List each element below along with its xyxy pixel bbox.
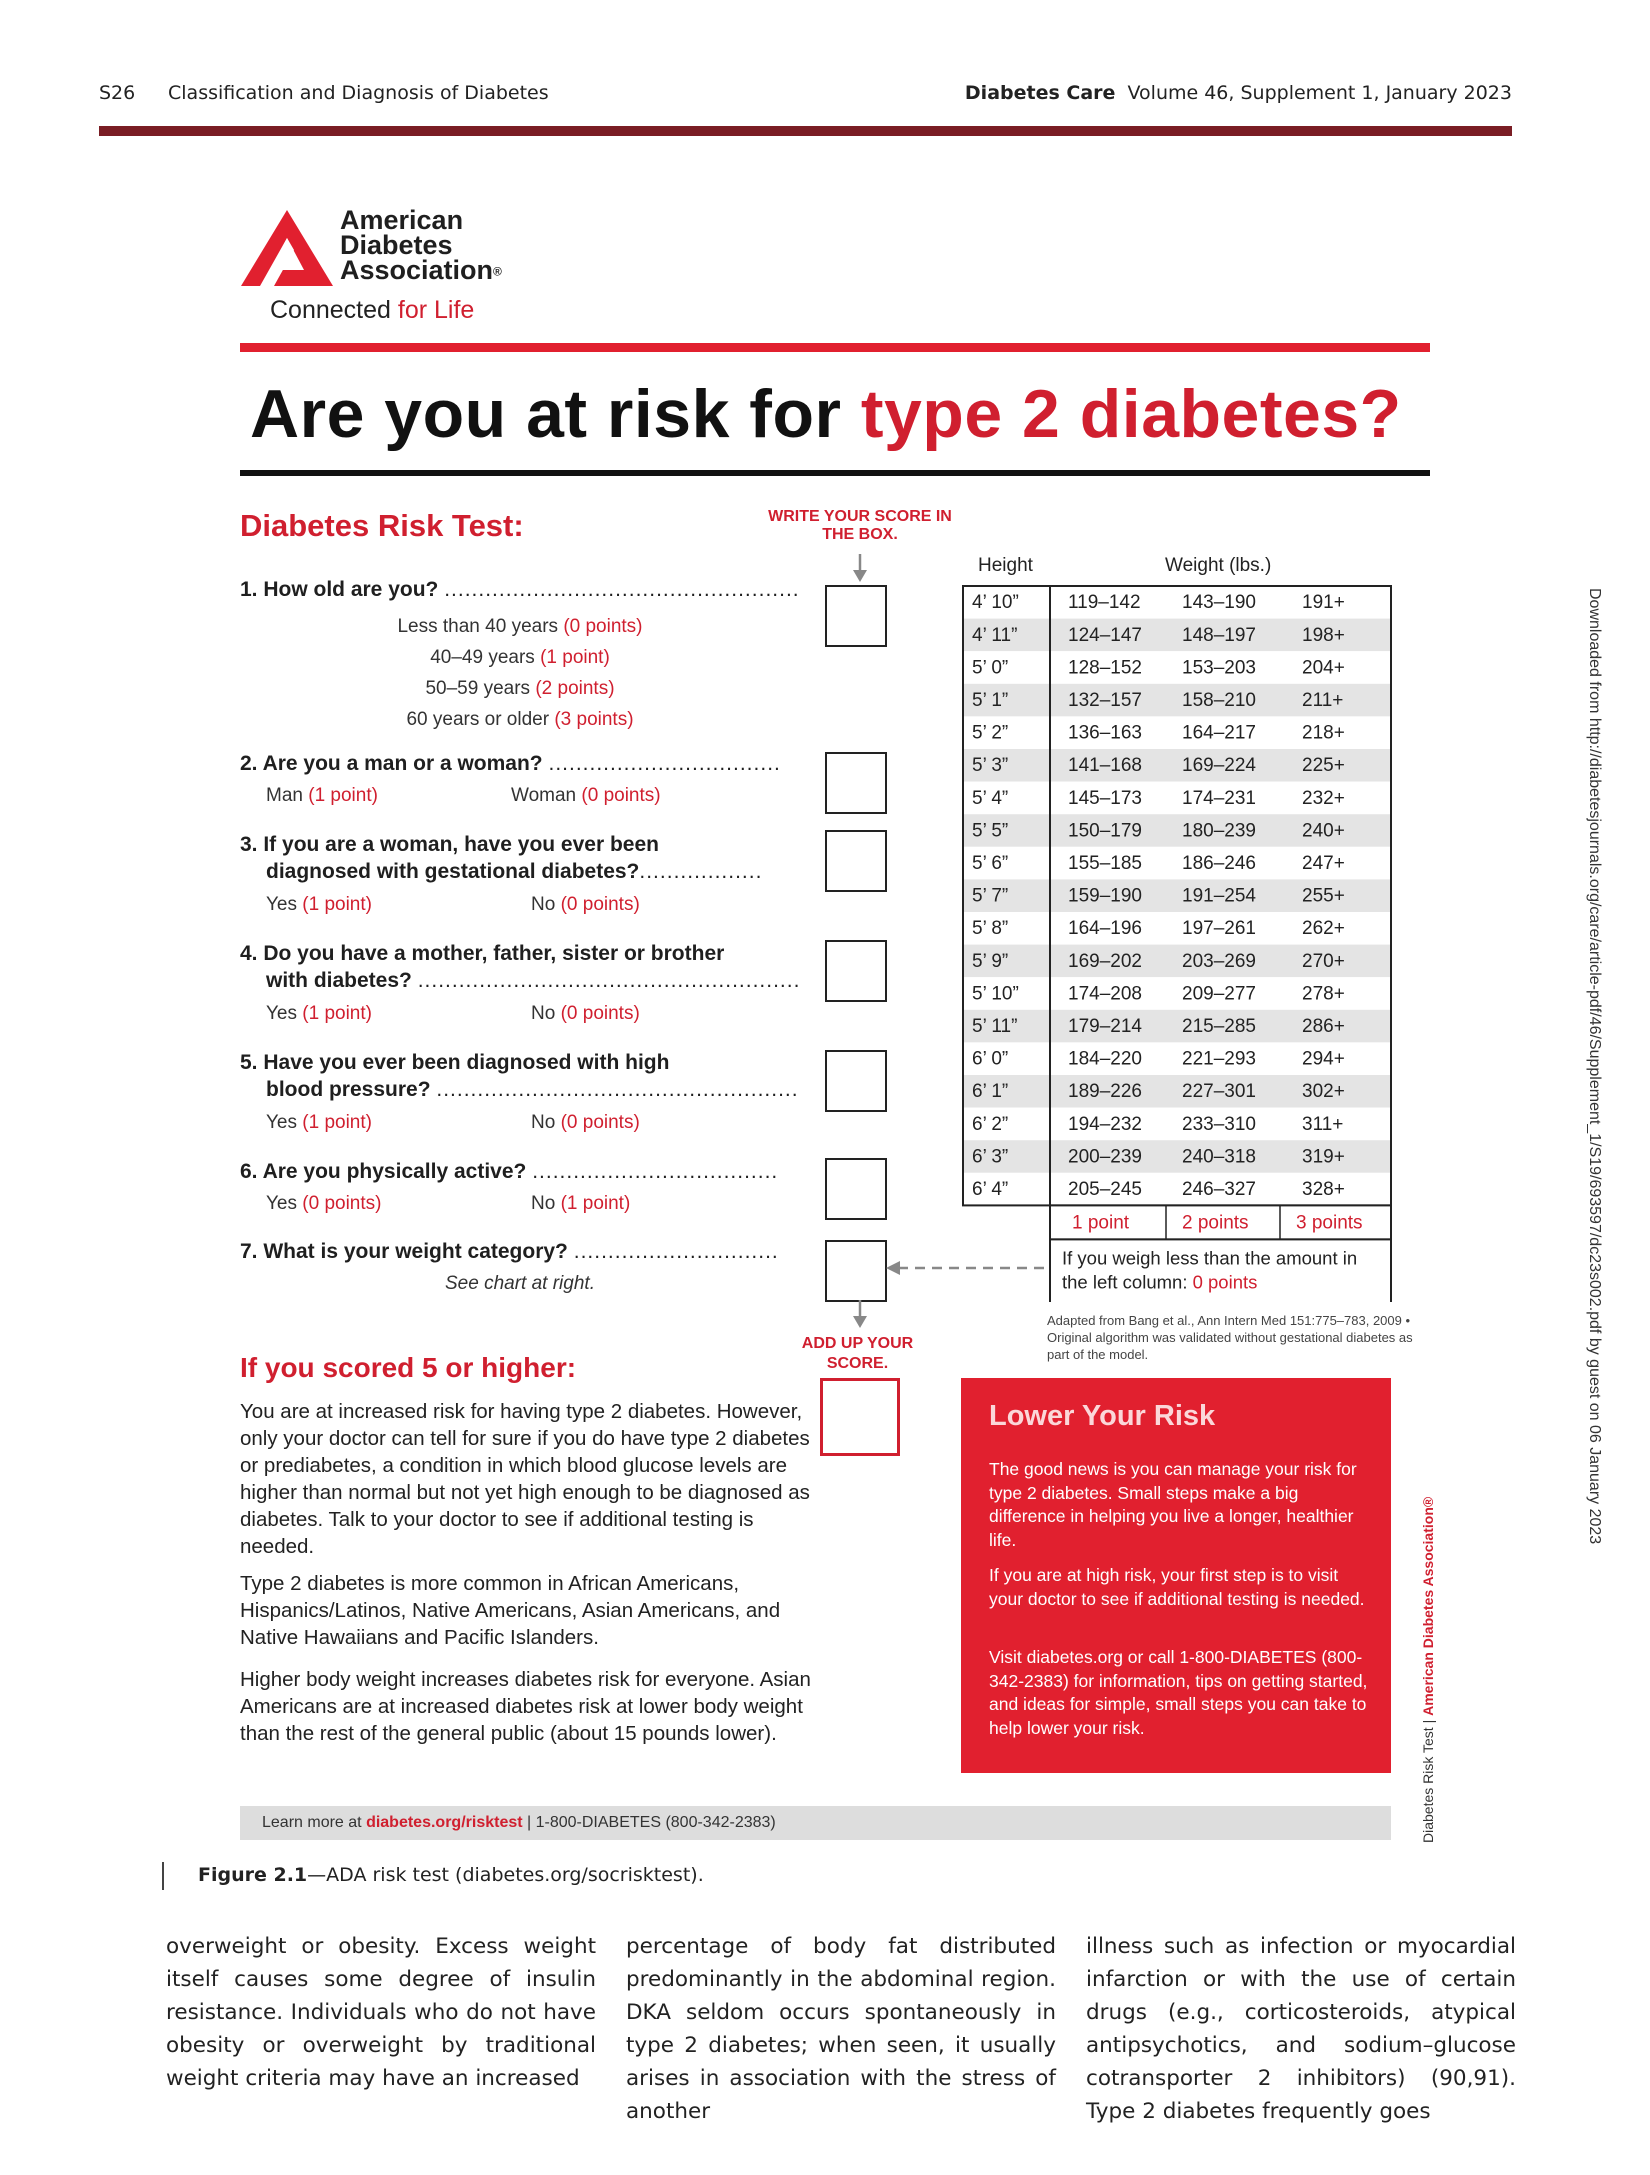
down-arrow-icon	[850, 1300, 870, 1330]
chart-weight-cell: 179–214	[1068, 1015, 1142, 1037]
chart-height-cell: 5’ 5”	[972, 820, 1009, 842]
chart-weight-cell: 221–293	[1182, 1048, 1256, 1070]
chart-weight-cell: 174–208	[1068, 983, 1142, 1005]
chart-height-cell: 6’ 2”	[972, 1113, 1009, 1135]
gender-option-woman: Woman (0 points)	[511, 785, 661, 806]
chart-weight-cell: 141–168	[1068, 755, 1142, 777]
score-box-gestational[interactable]	[825, 830, 887, 892]
chart-height-cell: 5’ 7”	[972, 885, 1009, 907]
down-arrow-icon	[850, 554, 870, 584]
side-credit: Diabetes Risk Test | American Diabetes Association®	[1420, 1496, 1436, 1843]
question-age: 1. How old are you? ....................................................	[240, 578, 800, 601]
score-5-title: If you scored 5 or higher:	[240, 1352, 577, 1383]
add-up-score-label: ADD UP YOUR SCORE.	[801, 1335, 914, 1372]
chart-weight-cell: 180–239	[1182, 820, 1256, 842]
score-box-weight[interactable]	[825, 1240, 887, 1302]
chart-weight-cell: 240+	[1302, 820, 1345, 842]
chart-height-cell: 5’ 9”	[972, 950, 1009, 972]
activity-option-yes: Yes (0 points)	[266, 1193, 382, 1214]
chart-weight-cell: 189–226	[1068, 1081, 1142, 1103]
learn-more-bar: Learn more at diabetes.org/risktest | 1-800-DIABETES (800-342-2383)	[240, 1806, 1391, 1840]
chart-weight-cell: 328+	[1302, 1178, 1345, 1200]
ada-logo-wordmark: American Diabetes Association®	[340, 205, 502, 285]
score-box-blood-pressure[interactable]	[825, 1050, 887, 1112]
chart-weight-cell: 294+	[1302, 1048, 1345, 1070]
page-headline: Are you at risk for type 2 diabetes?	[250, 376, 1402, 452]
chart-weight-cell: 218+	[1302, 722, 1345, 744]
chart-height-cell: 5’ 0”	[972, 657, 1009, 679]
journal-info	[965, 82, 1512, 104]
gestational-option-yes: Yes (1 point)	[266, 894, 372, 915]
chart-weight-cell: 198+	[1302, 624, 1345, 646]
chart-weight-cell: 247+	[1302, 852, 1345, 874]
chart-weight-cell: 205–245	[1068, 1178, 1142, 1200]
chart-weight-cell: 246–327	[1182, 1178, 1256, 1200]
chart-weight-cell: 186–246	[1182, 852, 1256, 874]
chart-weight-cell: 124–147	[1068, 624, 1142, 646]
risktest-link[interactable]: diabetes.org/risktest	[366, 1814, 523, 1831]
chart-weight-cell: 278+	[1302, 983, 1345, 1005]
chart-weight-cell: 155–185	[1068, 852, 1142, 874]
total-score-box[interactable]	[820, 1378, 900, 1456]
chart-height-cell: 5’ 4”	[972, 787, 1009, 809]
age-options: Less than 40 years (0 points) 40–49 years (1 point) 50–59 years (2 points) 60 years or older (3 points)	[397, 616, 643, 730]
chart-height-cell: 5’ 2”	[972, 722, 1009, 744]
chart-weight-cell: 232+	[1302, 787, 1345, 809]
chart-weight-cell: 209–277	[1182, 983, 1256, 1005]
risk-test-title: Diabetes Risk Test:	[240, 508, 524, 543]
chart-weight-cell: 143–190	[1182, 592, 1256, 614]
chart-weight-cell: 145–173	[1068, 787, 1142, 809]
chart-weight-cell: 240–318	[1182, 1146, 1256, 1168]
chart-weight-cell: 227–301	[1182, 1081, 1256, 1103]
activity-option-no: No (1 point)	[531, 1193, 631, 1214]
score-box-physical-activity[interactable]	[825, 1158, 887, 1220]
chart-weight-cell: 211+	[1302, 689, 1344, 711]
caption-bar	[162, 1862, 164, 1890]
less-than-note-line-2: the left column: 0 points	[1062, 1271, 1258, 1293]
gender-option-man: Man (1 point)	[266, 785, 378, 806]
chart-weight-cell: 270+	[1302, 950, 1345, 972]
gestational-option-no: No (0 points)	[531, 894, 640, 915]
body-column-1: overweight or obesity. Excess weight itself causes some degree of insulin resistance. Individuals who do not have obesity or overweight by traditional weight criteria may have an increased	[166, 1934, 596, 2091]
points-label: 2 points	[1182, 1212, 1249, 1234]
chart-weight-cell: 319+	[1302, 1146, 1345, 1168]
chart-weight-cell: 169–202	[1068, 950, 1142, 972]
chart-weight-cell: 215–285	[1182, 1015, 1256, 1037]
chart-weight-cell: 119–142	[1068, 592, 1141, 614]
chart-height-cell: 6’ 0”	[972, 1048, 1009, 1070]
score-box-family-history[interactable]	[825, 940, 887, 1002]
chart-weight-cell: 191–254	[1182, 885, 1256, 907]
header-rule	[99, 126, 1512, 136]
page-number: S26	[99, 82, 136, 104]
ada-logo-triangle-icon	[240, 208, 335, 288]
ada-tagline: Connected for Life	[270, 296, 475, 324]
chart-weight-cell: 200–239	[1068, 1146, 1142, 1168]
chart-height-cell: 5’ 1”	[972, 689, 1009, 711]
score-box-age[interactable]	[825, 585, 887, 647]
chart-weight-cell: 159–190	[1068, 885, 1142, 907]
write-score-instruction: WRITE YOUR SCORE IN THE BOX.	[768, 508, 952, 543]
headline-rule	[240, 470, 1430, 476]
lower-risk-title: Lower Your Risk	[989, 1400, 1216, 1432]
bp-option-no: No (0 points)	[531, 1112, 640, 1133]
score-paragraph-3: Higher body weight increases diabetes risk for everyone. Asian Americans are at increased diabetes risk at lower body weight than the rest of the general public (about 15 pounds lower).	[240, 1668, 811, 1745]
chart-weight-cell: 136–163	[1068, 722, 1142, 744]
chart-weight-cell: 204+	[1302, 657, 1345, 679]
chart-height-cell: 6’ 4”	[972, 1178, 1009, 1200]
chart-weight-cell: 132–157	[1068, 689, 1142, 711]
lower-risk-paragraph-1: The good news is you can manage your risk for type 2 diabetes. Small steps make a big difference in helping you live a longer, healthier life.	[989, 1459, 1357, 1550]
chart-weight-cell: 184–220	[1068, 1048, 1142, 1070]
score-paragraph-1: You are at increased risk for having type 2 diabetes. However, only your doctor can tell for sure if you do have type 2 diabetes or prediabetes, a condition in which blood glucose levels are higher than normal but not yet high enough to be diagnosed as diabetes. Talk to your doctor to see if additional testing is needed.	[240, 1400, 810, 1558]
chart-height-header: Height	[978, 555, 1033, 576]
chart-weight-header: Weight (lbs.)	[1165, 555, 1272, 576]
chart-weight-cell: 150–179	[1068, 820, 1142, 842]
chart-weight-cell: 153–203	[1182, 657, 1256, 679]
question-blood-pressure: 5. Have you ever been diagnosed with high blood pressure? .....................................................	[240, 1051, 799, 1101]
lower-your-risk-box	[961, 1378, 1391, 1773]
chart-weight-cell: 194–232	[1068, 1113, 1142, 1135]
question-family-history: 4. Do you have a mother, father, sister or brother with diabetes? ........................................................	[240, 942, 801, 992]
chart-weight-cell: 302+	[1302, 1081, 1345, 1103]
family-option-no: No (0 points)	[531, 1003, 640, 1024]
bp-option-yes: Yes (1 point)	[266, 1112, 372, 1133]
figure-caption: Figure 2.1—ADA risk test (diabetes.org/socrisktest).	[198, 1864, 704, 1886]
chart-weight-cell: 164–196	[1068, 918, 1142, 940]
chart-weight-cell: 174–231	[1182, 787, 1256, 809]
chart-weight-cell: 203–269	[1182, 950, 1256, 972]
chart-height-cell: 5’ 3”	[972, 755, 1009, 777]
see-chart-note: See chart at right.	[445, 1273, 595, 1294]
chart-weight-cell: 197–261	[1182, 918, 1256, 940]
top-red-rule	[240, 343, 1430, 352]
question-weight-category: 7. What is your weight category? ..............................	[240, 1240, 779, 1263]
chart-weight-cell: 225+	[1302, 755, 1345, 777]
chart-weight-cell: 286+	[1302, 1015, 1345, 1037]
score-box-gender[interactable]	[825, 752, 887, 814]
chart-height-cell: 5’ 11”	[972, 1015, 1018, 1037]
chart-height-cell: 4’ 10”	[972, 592, 1019, 614]
download-note: Downloaded from http://diabetesjournals.org/care/article-pdf/46/Supplement_1/S19/693597/dc23s002.pdf by guest on 06 January 2023	[1586, 588, 1603, 1545]
score-paragraph-2: Type 2 diabetes is more common in African Americans, Hispanics/Latinos, Native Americans, Asian Americans, and Native Hawaiians and Pacific Islanders.	[240, 1572, 781, 1649]
chart-height-cell: 4’ 11”	[972, 624, 1018, 646]
weight-chart	[962, 584, 1392, 1302]
chart-weight-cell: 255+	[1302, 885, 1345, 907]
question-gestational: 3. If you are a woman, have you ever been diagnosed with gestational diabetes?..................	[240, 833, 763, 883]
points-label: 3 points	[1296, 1212, 1363, 1234]
question-gender: 2. Are you a man or a woman? ..................................	[240, 752, 781, 775]
chart-weight-cell: 158–210	[1182, 689, 1256, 711]
family-option-yes: Yes (1 point)	[266, 1003, 372, 1024]
chart-weight-cell: 164–217	[1182, 722, 1256, 744]
footer-phone: 1-800-DIABETES (800-342-2383)	[535, 1814, 776, 1831]
chart-height-cell: 5’ 10”	[972, 983, 1019, 1005]
journal-issue: Volume 46, Supplement 1, January 2023	[1127, 82, 1512, 104]
points-label: 1 point	[1072, 1212, 1130, 1234]
chart-weight-cell: 169–224	[1182, 755, 1256, 777]
chart-height-cell: 5’ 6”	[972, 852, 1009, 874]
chart-weight-cell: 191+	[1302, 592, 1345, 614]
lower-risk-paragraph-3: Visit diabetes.org or call 1-800-DIABETES (800-342-2383) for information, tips on getting started, and ideas for simple, small steps you can take to help lower your risk.	[989, 1647, 1368, 1738]
chart-height-cell: 6’ 1”	[972, 1081, 1009, 1103]
adapted-from-note: Adapted from Bang et al., Ann Intern Med 151:775–783, 2009 • Original algorithm was validated without gestational diabetes as part of the model.	[1047, 1313, 1413, 1362]
chart-weight-cell: 311+	[1302, 1113, 1344, 1135]
body-column-3: illness such as infection or myocardial infarction or with the use of certain drugs (e.g., corticosteroids, atypical antipsychotics, and sodium–glucose cotransporter 2 inhibitors) (90,91). Type 2 diabetes frequently goes	[1086, 1934, 1516, 2124]
less-than-note-line-1: If you weigh less than the amount in	[1062, 1247, 1358, 1269]
lower-risk-paragraph-2: If you are at high risk, your first step is to visit your doctor to see if additional testing is needed.	[989, 1565, 1365, 1609]
journal-name: Diabetes Care	[964, 82, 1116, 104]
chart-weight-cell: 233–310	[1182, 1113, 1256, 1135]
chart-height-cell: 5’ 8”	[972, 918, 1009, 940]
chart-weight-cell: 148–197	[1182, 624, 1256, 646]
question-physical-activity: 6. Are you physically active? ....................................	[240, 1160, 779, 1183]
body-column-2: percentage of body fat distributed predominantly in the abdominal region. DKA seldom occurs spontaneously in type 2 diabetes; when seen, it usually arises in association with the stress of another	[626, 1934, 1056, 2124]
chart-height-cell: 6’ 3”	[972, 1146, 1009, 1168]
running-section-title: Classification and Diagnosis of Diabetes	[168, 82, 549, 104]
chart-weight-cell: 128–152	[1068, 657, 1142, 679]
chart-weight-cell: 262+	[1302, 918, 1345, 940]
